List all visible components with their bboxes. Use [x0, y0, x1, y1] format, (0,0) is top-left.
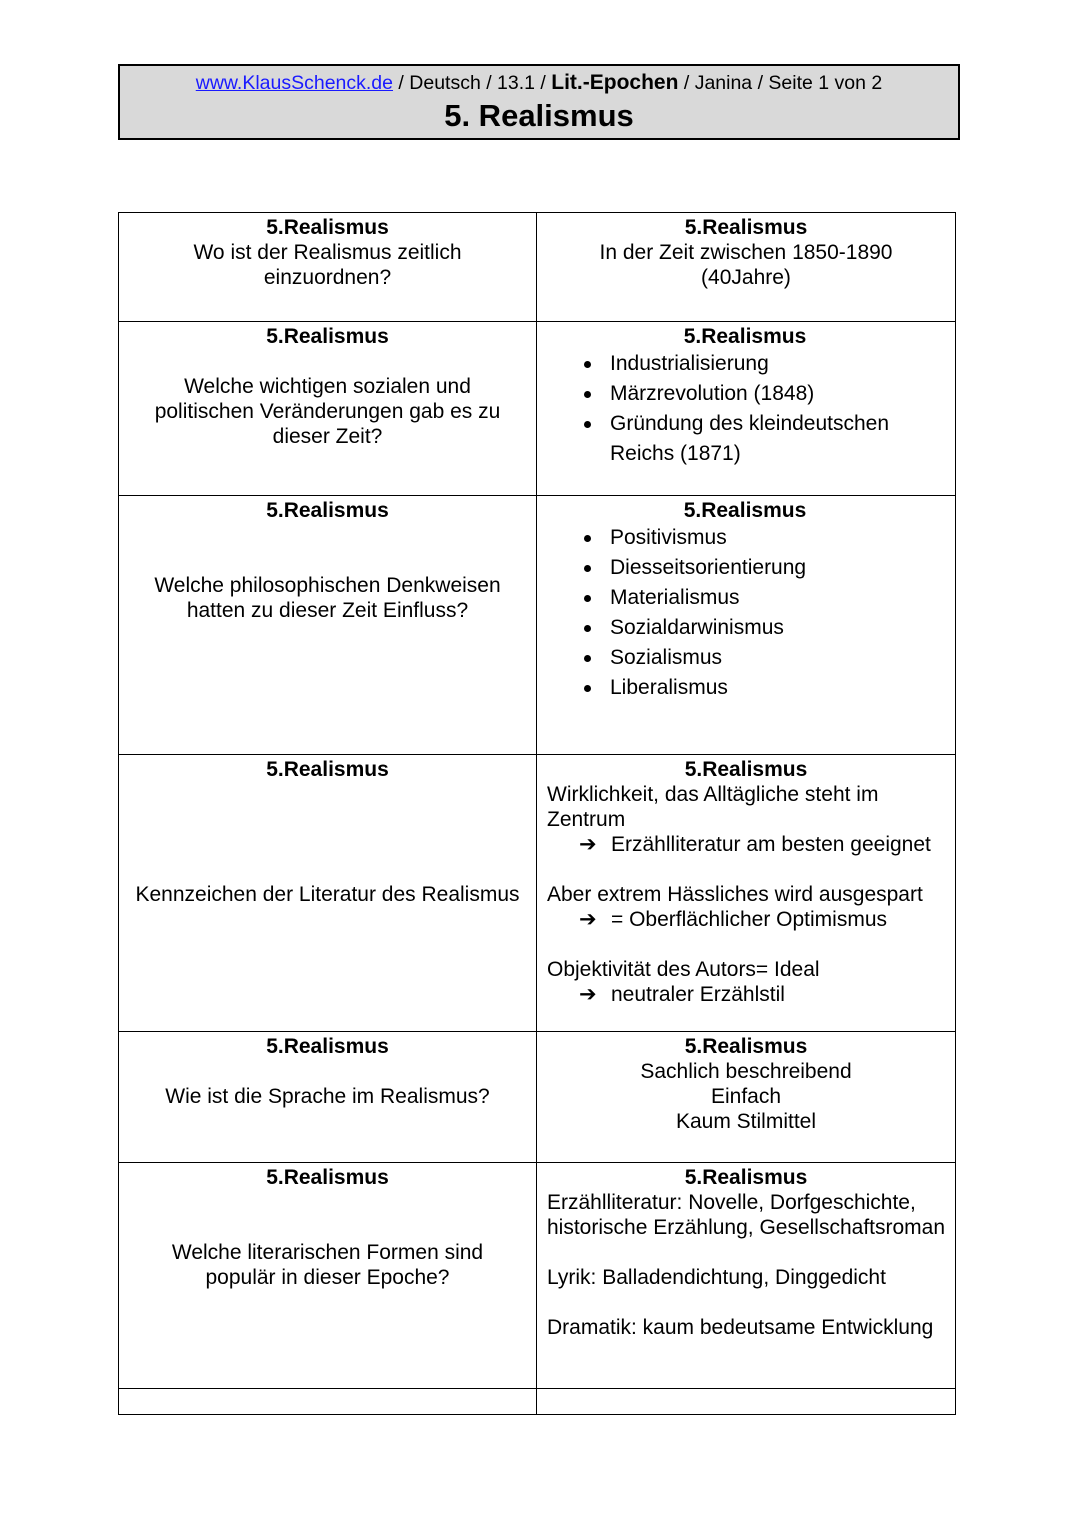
arrow-line [545, 832, 947, 857]
answer-text: Aber extrem Hässliches wird ausgespart [547, 883, 923, 906]
answer-cell [537, 322, 956, 496]
card-row [119, 1032, 956, 1163]
question-text: Welche literarischen Formen sind populär in dieser Epoche? [171, 1241, 484, 1289]
breadcrumb [120, 71, 958, 95]
page-title: 5. Realismus [444, 98, 634, 133]
answer-line: (40Jahre) [701, 266, 791, 289]
empty-row [119, 1389, 956, 1415]
question-cell [119, 755, 537, 1032]
arrow-line [545, 982, 947, 1007]
card-label: 5.Realismus [683, 325, 807, 348]
flashcard-table [118, 212, 956, 1415]
breadcrumb-epochs: Lit.-Epochen [551, 71, 679, 94]
arrow-line [545, 907, 947, 932]
arrow-right-icon: ➔ [579, 908, 597, 931]
question-cell [119, 1163, 537, 1389]
answer-cell [537, 1163, 956, 1389]
list-item: Gründung des kleindeutschen Reichs (1871) [543, 409, 947, 469]
list-item: Positivismus [543, 523, 947, 553]
answer-line: In der Zeit zwischen 1850-1890 [599, 241, 893, 264]
breadcrumb-part-1: / Deutsch / 13.1 / [393, 72, 552, 94]
arrow-right-icon: ➔ [579, 983, 597, 1006]
card-label: 5.Realismus [684, 758, 808, 781]
question-cell [119, 496, 537, 755]
answer-cell [537, 213, 956, 322]
empty-cell [537, 1389, 956, 1415]
answer-text: Dramatik: kaum bedeutsame Entwicklung [547, 1316, 934, 1339]
arrow-right-icon: ➔ [579, 833, 597, 856]
question-text: Welche wichtigen sozialen und politischen Veränderungen gab es zu dieser Zeit? [154, 375, 501, 448]
page-header [118, 64, 960, 140]
answer-text: Erzählliteratur: Novelle, Dorfgeschichte, historische Erzählung, Gesellschaftsroman [547, 1191, 946, 1239]
arrow-text: Erzählliteratur am besten geeignet [611, 833, 931, 856]
empty-cell [119, 1389, 537, 1415]
card-row [119, 496, 956, 755]
card-label: 5.Realismus [684, 216, 808, 239]
arrow-text: neutraler Erzählstil [611, 983, 785, 1006]
question-text: Kennzeichen der Literatur des Realismus [135, 883, 520, 906]
answer-text: Wirklichkeit, das Alltägliche steht im Zentrum [547, 783, 879, 831]
card-label: 5.Realismus [684, 1035, 808, 1058]
card-row [119, 755, 956, 1032]
question-cell [119, 213, 537, 322]
card-label: 5.Realismus [266, 1035, 389, 1058]
breadcrumb-part-2: / Janina / Seite 1 von 2 [678, 72, 883, 94]
answer-cell [537, 755, 956, 1032]
list-item: Industrialisierung [543, 349, 947, 379]
card-label: 5.Realismus [683, 499, 807, 522]
list-item: Liberalismus [543, 673, 947, 703]
answer-line: Sachlich beschreibend [640, 1060, 852, 1083]
card-label: 5.Realismus [266, 216, 389, 239]
card-row [119, 322, 956, 496]
answer-cell [537, 1032, 956, 1163]
question-text: Wie ist die Sprache im Realismus? [165, 1085, 490, 1108]
list-item: Sozialismus [543, 643, 947, 673]
arrow-text: = Oberflächlicher Optimismus [611, 908, 888, 931]
answer-cell [537, 496, 956, 755]
card-label: 5.Realismus [266, 758, 389, 781]
answer-line: Einfach [710, 1085, 782, 1108]
answer-text: Objektivität des Autors= Ideal [547, 958, 820, 981]
card-label: 5.Realismus [684, 1166, 808, 1189]
card-row [119, 213, 956, 322]
answer-line: Kaum Stilmittel [675, 1110, 817, 1133]
card-label: 5.Realismus [266, 325, 389, 348]
answer-text: Lyrik: Balladendichtung, Dinggedicht [547, 1266, 886, 1289]
site-link[interactable]: www.KlausSchenck.de [195, 72, 394, 94]
list-item: Sozialdarwinismus [543, 613, 947, 643]
question-cell [119, 1032, 537, 1163]
answer-list [543, 523, 947, 703]
answer-list [543, 349, 947, 469]
list-item: Märzrevolution (1848) [543, 379, 947, 409]
question-text: Welche philosophischen Denkweisen hatten zu dieser Zeit Einfluss? [154, 574, 501, 622]
question-text: Wo ist der Realismus zeitlich einzuordnen? [193, 241, 462, 289]
list-item: Diesseitsorientierung [543, 553, 947, 583]
card-label: 5.Realismus [266, 499, 389, 522]
question-cell [119, 322, 537, 496]
card-label: 5.Realismus [266, 1166, 389, 1189]
list-item: Materialismus [543, 583, 947, 613]
card-row [119, 1163, 956, 1389]
